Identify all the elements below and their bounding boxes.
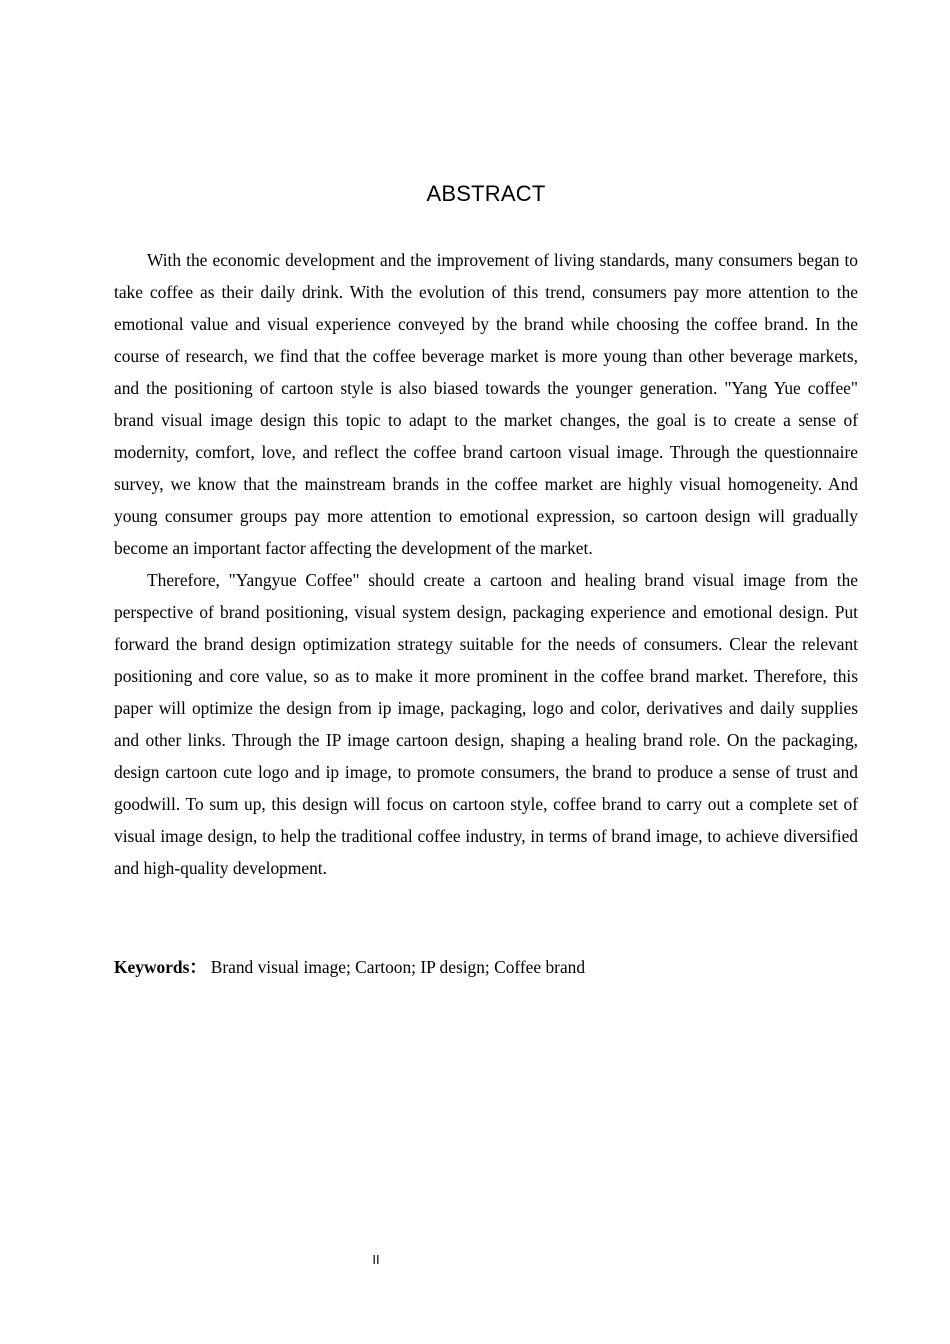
keywords-list: Brand visual image; Cartoon; IP design; Coffee brand [210,957,586,977]
keywords-label: Keywords： [114,957,207,977]
abstract-paragraph-1: With the economic development and the improvement of living standards, many consumers began to take coffee as their daily drink. With the evolution of this trend, consumers pay more attention to the emotional value and visual experience conveyed by the brand while choosing the coffee brand. In the course of research, we find that the coffee beverage market is more young than other beverage markets, and the positioning of cartoon style is also biased towards the younger generation. "Yang Yue coffee" brand visual image design this topic to adapt to the market changes, the goal is to create a sense of modernity, comfort, love, and reflect the coffee brand cartoon visual image. Through the questionnaire survey, we know that the mainstream brands in the coffee market are highly visual homogeneity. And young consumer groups pay more attention to emotional expression, so cartoon design will gradually become an important factor affecting the development of the market. [114,250,858,558]
abstract-paragraph-2: Therefore, "Yangyue Coffee" should create a cartoon and healing brand visual image from the perspective of brand positioning, visual system design, packaging experience and emotional design. Put forward the brand design optimization strategy suitable for the needs of consumers. Clear the relevant positioning and core value, so as to make it more prominent in the coffee brand market. Therefore, this paper will optimize the design from ip image, packaging, logo and color, derivatives and daily supplies and other links. Through the IP image cartoon design, shaping a healing brand role. On the packaging, design cartoon cute logo and ip image, to promote consumers, the brand to produce a sense of trust and goodwill. To sum up, this design will focus on cartoon style, coffee brand to carry out a complete set of visual image design, to help the traditional coffee industry, in terms of brand image, to achieve diversified and high-quality development. [114,570,858,878]
abstract-body [114,244,858,884]
keywords-line [114,951,858,983]
abstract-title: ABSTRACT [426,181,546,206]
page-number: II [372,1252,380,1267]
